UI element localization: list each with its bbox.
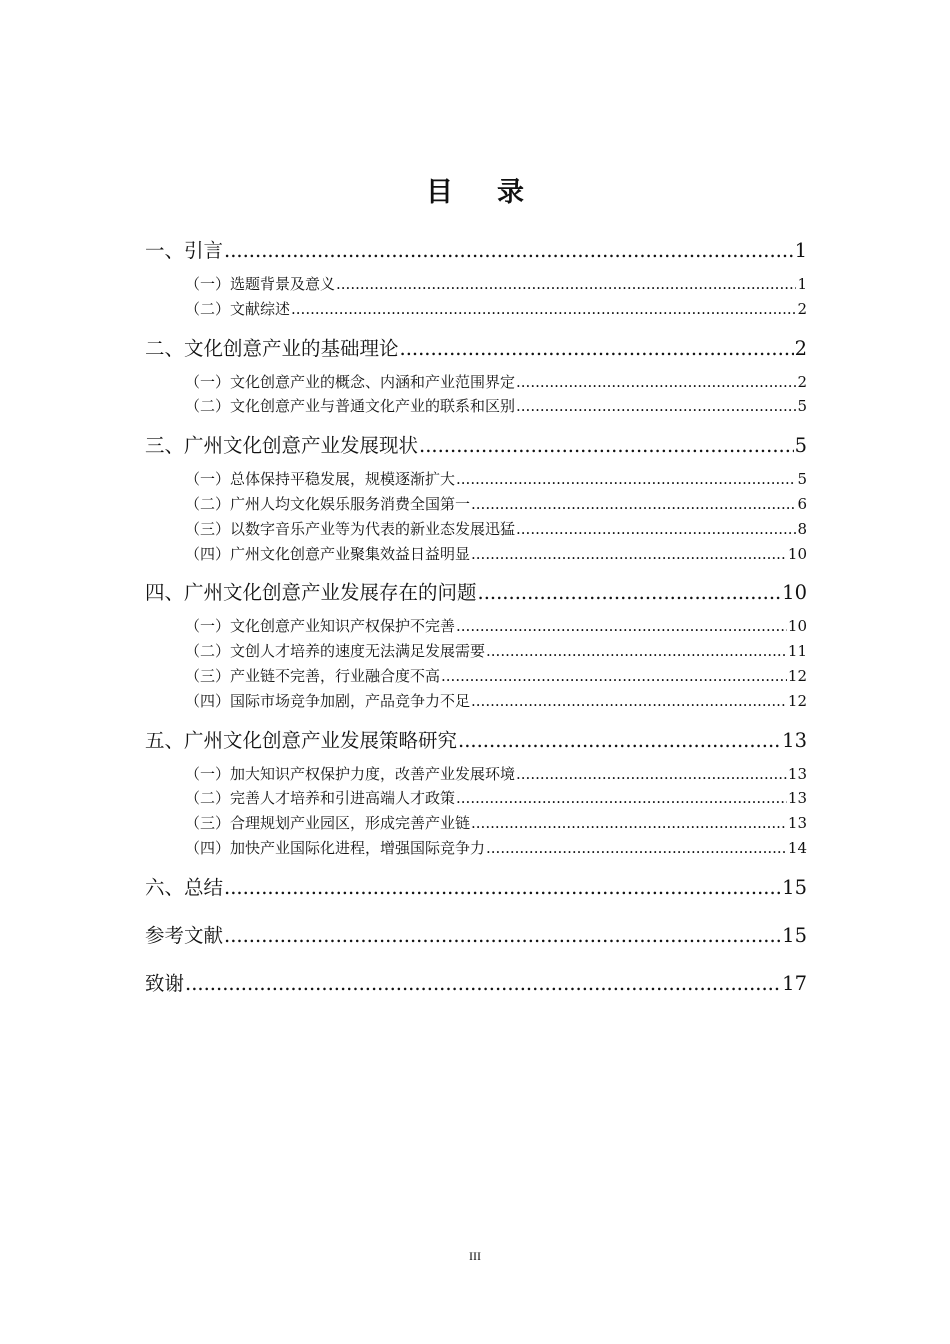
toc-entry-page-number: 12 xyxy=(787,666,807,685)
toc-entry-label: （二）文创人才培养的速度无法满足发展需要 xyxy=(185,642,486,661)
toc-section-entry[interactable] xyxy=(145,370,807,395)
toc-dot-leader xyxy=(419,427,794,465)
toc-entry-page-number: 6 xyxy=(797,494,807,513)
toc-entry-label: 六、总结 xyxy=(145,875,224,899)
toc-section-entry[interactable] xyxy=(145,664,807,689)
toc-dot-leader xyxy=(185,965,781,1003)
toc-dot-leader xyxy=(291,297,796,322)
toc-dot-leader xyxy=(471,542,787,567)
toc-section-entry[interactable] xyxy=(145,639,807,664)
toc-entry-page-number: 11 xyxy=(787,642,807,661)
toc-dot-leader xyxy=(516,370,796,395)
toc-dot-leader xyxy=(400,330,794,368)
toc-entry-label: （三）合理规划产业园区，形成完善产业链 xyxy=(185,814,471,833)
toc-dot-leader xyxy=(456,614,787,639)
toc-chapter-entry[interactable] xyxy=(145,722,807,760)
toc-entry-page-number: 10 xyxy=(787,544,807,563)
toc-entry-label: 参考文献 xyxy=(145,923,224,947)
toc-entry-page-number: 10 xyxy=(787,617,807,636)
toc-section-entry[interactable] xyxy=(145,272,807,297)
title-char-1: 目 xyxy=(426,177,453,208)
toc-entry-label: （四）广州文化创意产业聚集效益日益明显 xyxy=(185,544,471,563)
toc-chapter-entry[interactable] xyxy=(145,330,807,368)
toc-dot-leader xyxy=(456,467,796,492)
toc-entry-page-number: 17 xyxy=(782,971,807,995)
table-of-contents xyxy=(145,232,807,1003)
toc-entry-label: （四）国际市场竞争加剧，产品竞争力不足 xyxy=(185,691,471,710)
toc-entry-label: 一、引言 xyxy=(145,239,224,262)
toc-dot-leader xyxy=(224,232,794,270)
toc-dot-leader xyxy=(471,492,796,517)
toc-section-entry[interactable] xyxy=(145,492,807,517)
toc-entry-page-number: 5 xyxy=(797,397,807,416)
toc-dot-leader xyxy=(441,664,787,689)
toc-section-entry[interactable] xyxy=(145,786,807,811)
toc-entry-label: （一）总体保持平稳发展，规模逐渐扩大 xyxy=(185,470,456,489)
toc-entry-page-number: 15 xyxy=(782,923,807,947)
toc-entry-page-number: 13 xyxy=(787,764,807,783)
title-char-2: 录 xyxy=(497,177,524,208)
toc-dot-leader xyxy=(336,272,796,297)
toc-section-entry[interactable] xyxy=(145,762,807,787)
toc-entry-page-number: 13 xyxy=(787,789,807,808)
toc-entry-label: （四）加快产业国际化进程，增强国际竞争力 xyxy=(185,838,486,857)
toc-entry-label: （一）选题背景及意义 xyxy=(185,275,336,293)
toc-entry-page-number: 10 xyxy=(782,581,807,605)
toc-section-entry[interactable] xyxy=(145,836,807,861)
toc-dot-leader xyxy=(486,639,787,664)
toc-chapter-entry[interactable] xyxy=(145,965,807,1003)
toc-entry-label: 三、广州文化创意产业发展现状 xyxy=(145,434,419,458)
toc-entry-page-number: 12 xyxy=(787,691,807,710)
toc-entry-page-number: 2 xyxy=(797,299,807,318)
toc-chapter-entry[interactable] xyxy=(145,232,807,270)
toc-chapter-entry[interactable] xyxy=(145,869,807,907)
toc-dot-leader xyxy=(486,836,787,861)
toc-entry-label: （二）广州人均文化娱乐服务消费全国第一 xyxy=(185,494,471,513)
toc-entry-label: 二、文化创意产业的基础理论 xyxy=(145,336,399,360)
toc-dot-leader xyxy=(458,722,781,760)
toc-entry-page-number: 2 xyxy=(794,336,807,360)
toc-entry-label: （一）加大知识产权保护力度，改善产业发展环境 xyxy=(185,764,516,783)
toc-dot-leader xyxy=(471,811,787,836)
toc-entry-label: 致谢 xyxy=(145,971,185,995)
toc-section-entry[interactable] xyxy=(145,542,807,567)
toc-chapter-entry[interactable] xyxy=(145,574,807,612)
toc-entry-page-number: 1 xyxy=(797,275,807,293)
page-number-footer: III xyxy=(469,1249,481,1263)
toc-dot-leader xyxy=(456,786,787,811)
toc-entry-label: （二）完善人才培养和引进高端人才政策 xyxy=(185,789,456,808)
toc-entry-label: （一）文化创意产业知识产权保护不完善 xyxy=(185,617,456,636)
toc-section-entry[interactable] xyxy=(145,517,807,542)
toc-entry-label: （二）文献综述 xyxy=(185,299,291,318)
toc-entry-label: 四、广州文化创意产业发展存在的问题 xyxy=(145,581,477,605)
toc-chapter-entry[interactable] xyxy=(145,917,807,955)
toc-entry-page-number: 1 xyxy=(794,239,807,262)
toc-entry-page-number: 2 xyxy=(797,372,807,391)
toc-section-entry[interactable] xyxy=(145,811,807,836)
toc-entry-label: （三）以数字音乐产业等为代表的新业态发展迅猛 xyxy=(185,519,516,538)
toc-section-entry[interactable] xyxy=(145,689,807,714)
toc-section-entry[interactable] xyxy=(145,297,807,322)
toc-entry-label: （三）产业链不完善，行业融合度不高 xyxy=(185,666,441,685)
toc-entry-page-number: 13 xyxy=(782,728,807,752)
toc-entry-label: （二）文化创意产业与普通文化产业的联系和区别 xyxy=(185,397,516,416)
toc-dot-leader xyxy=(516,394,796,419)
toc-entry-page-number: 5 xyxy=(797,470,807,489)
toc-entry-page-number: 15 xyxy=(782,875,807,899)
toc-section-entry[interactable] xyxy=(145,394,807,419)
toc-dot-leader xyxy=(478,574,782,612)
toc-dot-leader xyxy=(471,689,787,714)
page-title xyxy=(0,170,950,209)
toc-chapter-entry[interactable] xyxy=(145,427,807,465)
toc-dot-leader xyxy=(224,869,781,907)
toc-entry-page-number: 14 xyxy=(787,838,807,857)
toc-entry-page-number: 13 xyxy=(787,814,807,833)
toc-entry-page-number: 8 xyxy=(797,519,807,538)
toc-entry-page-number: 5 xyxy=(794,434,807,458)
toc-dot-leader xyxy=(224,917,781,955)
toc-entry-label: 五、广州文化创意产业发展策略研究 xyxy=(145,728,458,752)
toc-dot-leader xyxy=(516,517,796,542)
toc-entry-label: （一）文化创意产业的概念、内涵和产业范围界定 xyxy=(185,372,516,391)
toc-section-entry[interactable] xyxy=(145,467,807,492)
toc-dot-leader xyxy=(516,762,787,787)
toc-section-entry[interactable] xyxy=(145,614,807,639)
